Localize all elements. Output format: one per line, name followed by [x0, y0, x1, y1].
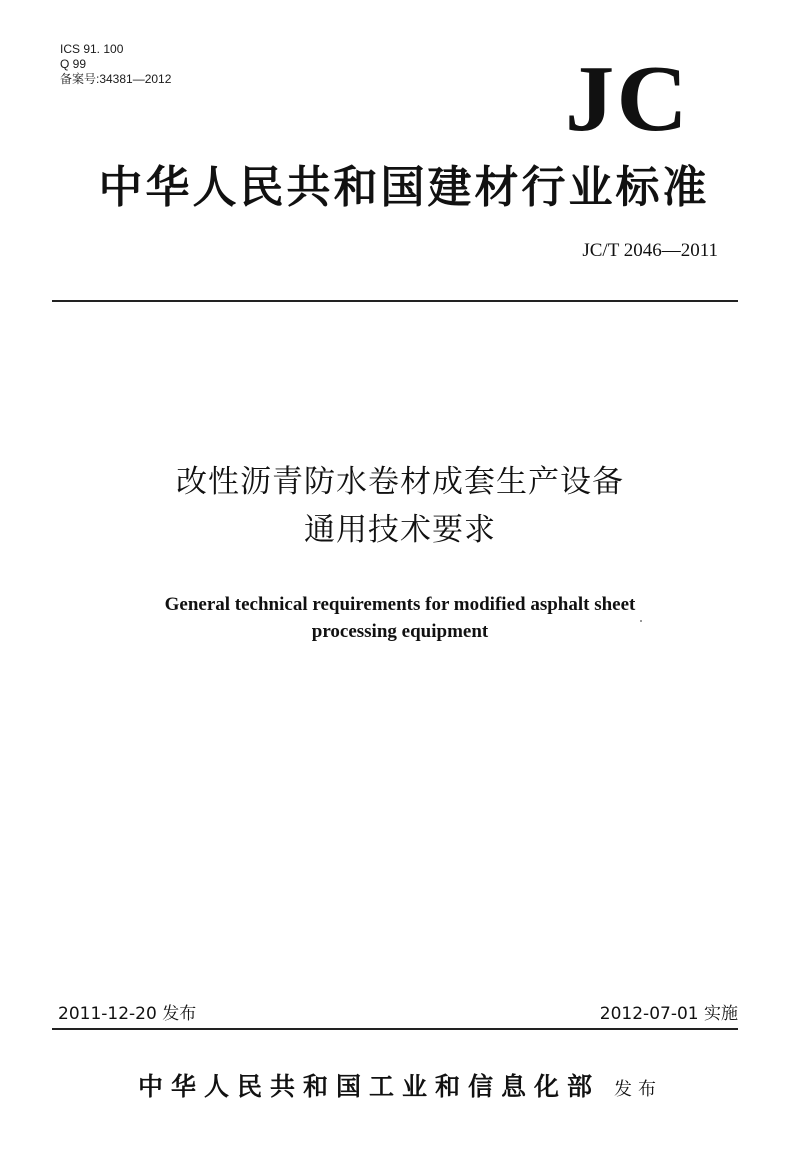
- english-title-line-1: General technical requirements for modified asphalt sheet: [164, 594, 636, 615]
- jc-logo: JC: [565, 47, 690, 151]
- scan-speck: [640, 620, 642, 622]
- ics-code: ICS 91. 100: [60, 42, 124, 56]
- record-number: 备案号:34381—2012: [60, 72, 172, 86]
- chinese-title-line-2: 通用技术要求: [304, 512, 496, 548]
- implementation-date: 2012-07-01 实施: [599, 1004, 738, 1024]
- top-divider: [52, 300, 738, 302]
- issuer-name: 中华人民共和国工业和信息化部: [137, 1072, 600, 1101]
- standard-name: 中华人民共和国建材行业标准: [98, 162, 710, 213]
- issue-date: 2011-12-20 发布: [58, 1004, 197, 1024]
- chinese-title-line-1: 改性沥青防水卷材成套生产设备: [176, 464, 624, 500]
- standard-code: JC/T 2046—2011: [582, 240, 718, 261]
- category-code: Q 99: [60, 57, 87, 71]
- english-title-line-2: processing equipment: [311, 621, 489, 642]
- issuing-authority: [0, 1072, 800, 1105]
- issuer-action: 发布: [614, 1079, 662, 1100]
- bottom-divider: [52, 1028, 738, 1030]
